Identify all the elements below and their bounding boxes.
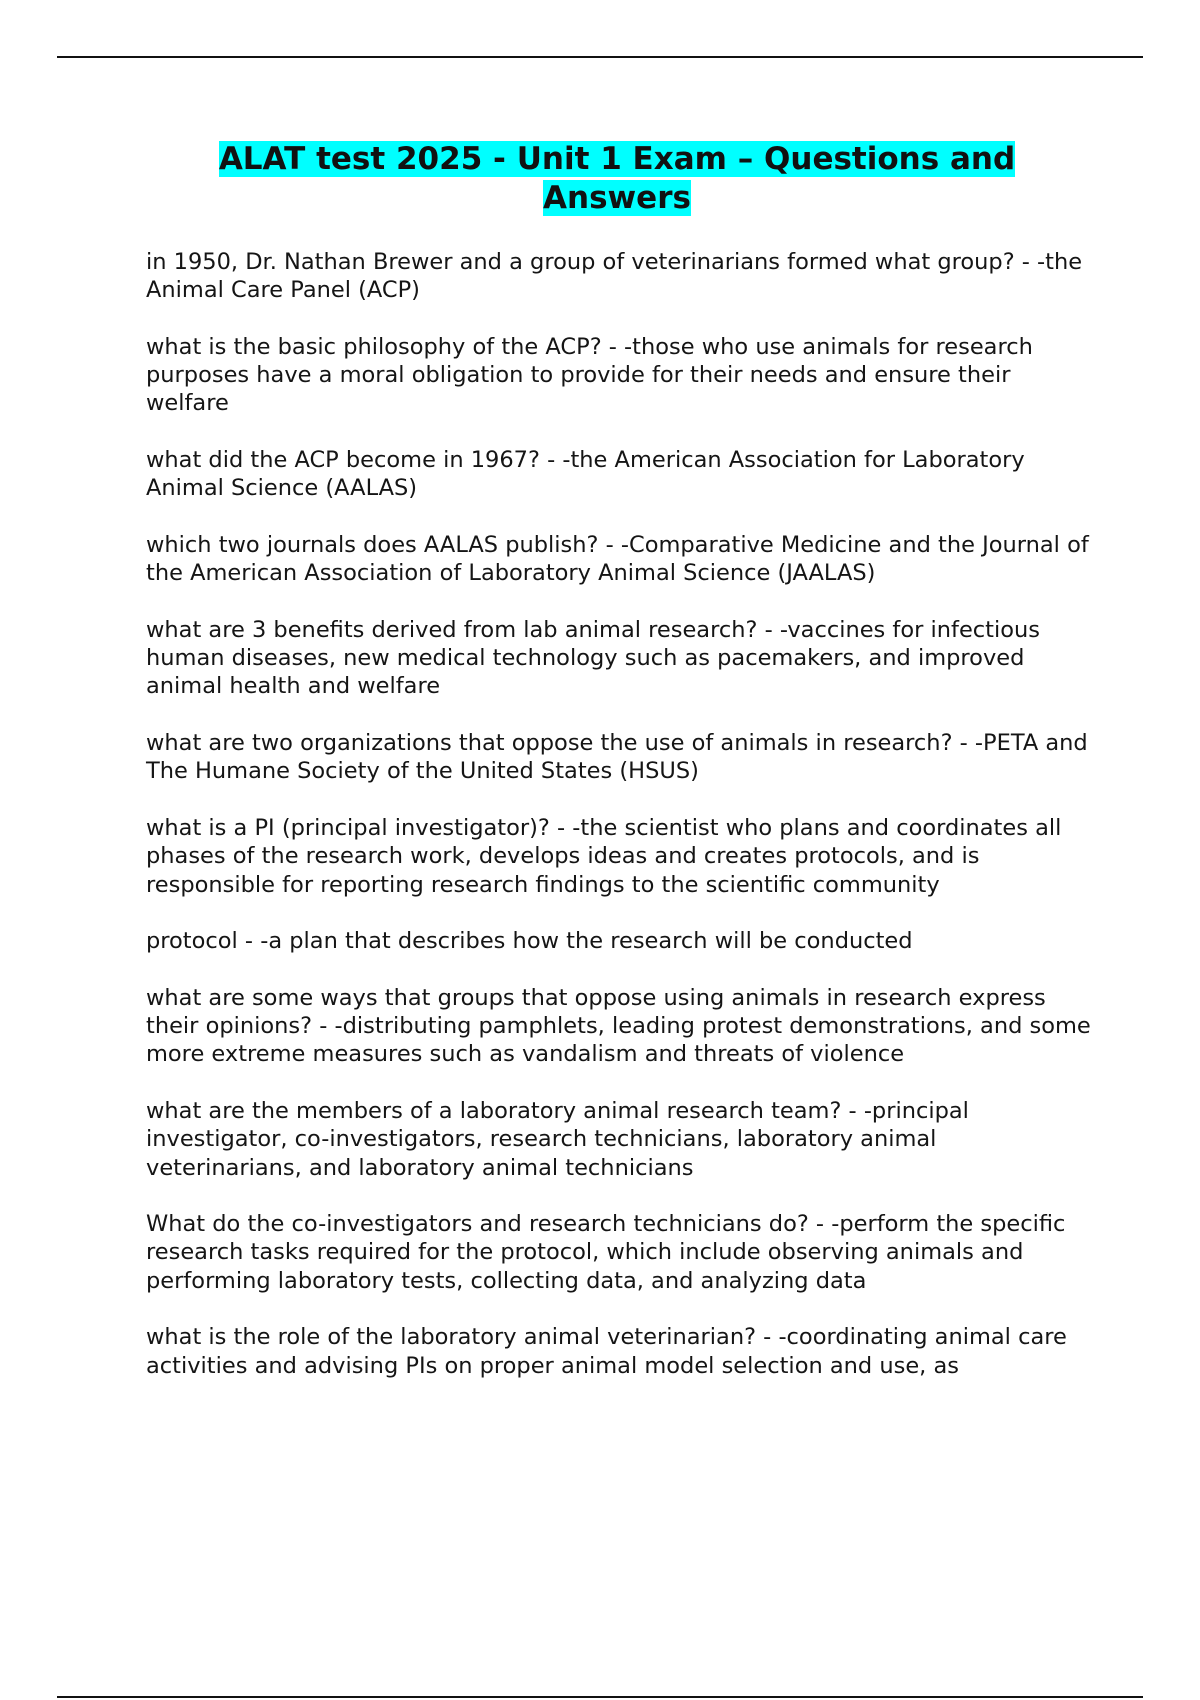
qa-item: what is the basic philosophy of the ACP? - -those who use animals for research purposes have a moral obligation to provide for their needs and ensure their welfare bbox=[146, 333, 1033, 417]
title-highlight: ALAT test 2025 - Unit 1 Exam – Questions and Answers bbox=[218, 141, 1016, 216]
qa-item: what are 3 benefits derived from lab animal research? - -vaccines for infectious human diseases, new medical technology such as pacemakers, and improved animal health and welfare bbox=[146, 616, 1040, 700]
header-rule bbox=[57, 56, 1143, 58]
qa-item: what are some ways that groups that oppose using animals in research express their opinions? - -distributing pamphlets, leading protest demonstrations, and some more extreme measures such as vandalism and threats of violence bbox=[146, 984, 1091, 1068]
qa-item: what is a PI (principal investigator)? - -the scientist who plans and coordinates all phases of the research work, develops ideas and creates protocols, and is responsible for reporting research findings to the scientific community bbox=[146, 814, 1062, 898]
qa-item: what are the members of a laboratory animal research team? - -principal investigator, co-investigators, research technicians, laboratory animal veterinarians, and laboratory animal technicians bbox=[146, 1097, 969, 1181]
qa-item: what did the ACP become in 1967? - -the American Association for Laboratory Animal Science (AALAS) bbox=[146, 447, 1025, 502]
qa-item: which two journals does AALAS publish? - -Comparative Medicine and the Journal of the American Association of Laboratory Animal Science (JAALAS) bbox=[146, 531, 1089, 587]
qa-item: protocol - -a plan that describes how the research will be conducted bbox=[146, 928, 913, 955]
qa-item: What do the co-investigators and research technicians do? - -perform the specific research tasks required for the protocol, which include observing animals and performing laboratory tests, collecting data, and analyzing data bbox=[146, 1211, 1066, 1294]
qa-list bbox=[146, 248, 1096, 1408]
qa-item: in 1950, Dr. Nathan Brewer and a group of veterinarians formed what group? - -the Animal Care Panel (ACP) bbox=[146, 249, 1083, 304]
qa-item: what are two organizations that oppose the use of animals in research? - -PETA and The Humane Society of the United States (HSUS) bbox=[146, 730, 1088, 785]
footer-rule bbox=[57, 1696, 1143, 1698]
document-title bbox=[146, 140, 1088, 218]
qa-item: what is the role of the laboratory animal veterinarian? - -coordinating animal care activities and advising PIs on proper animal model selection and use, as bbox=[146, 1324, 1067, 1379]
